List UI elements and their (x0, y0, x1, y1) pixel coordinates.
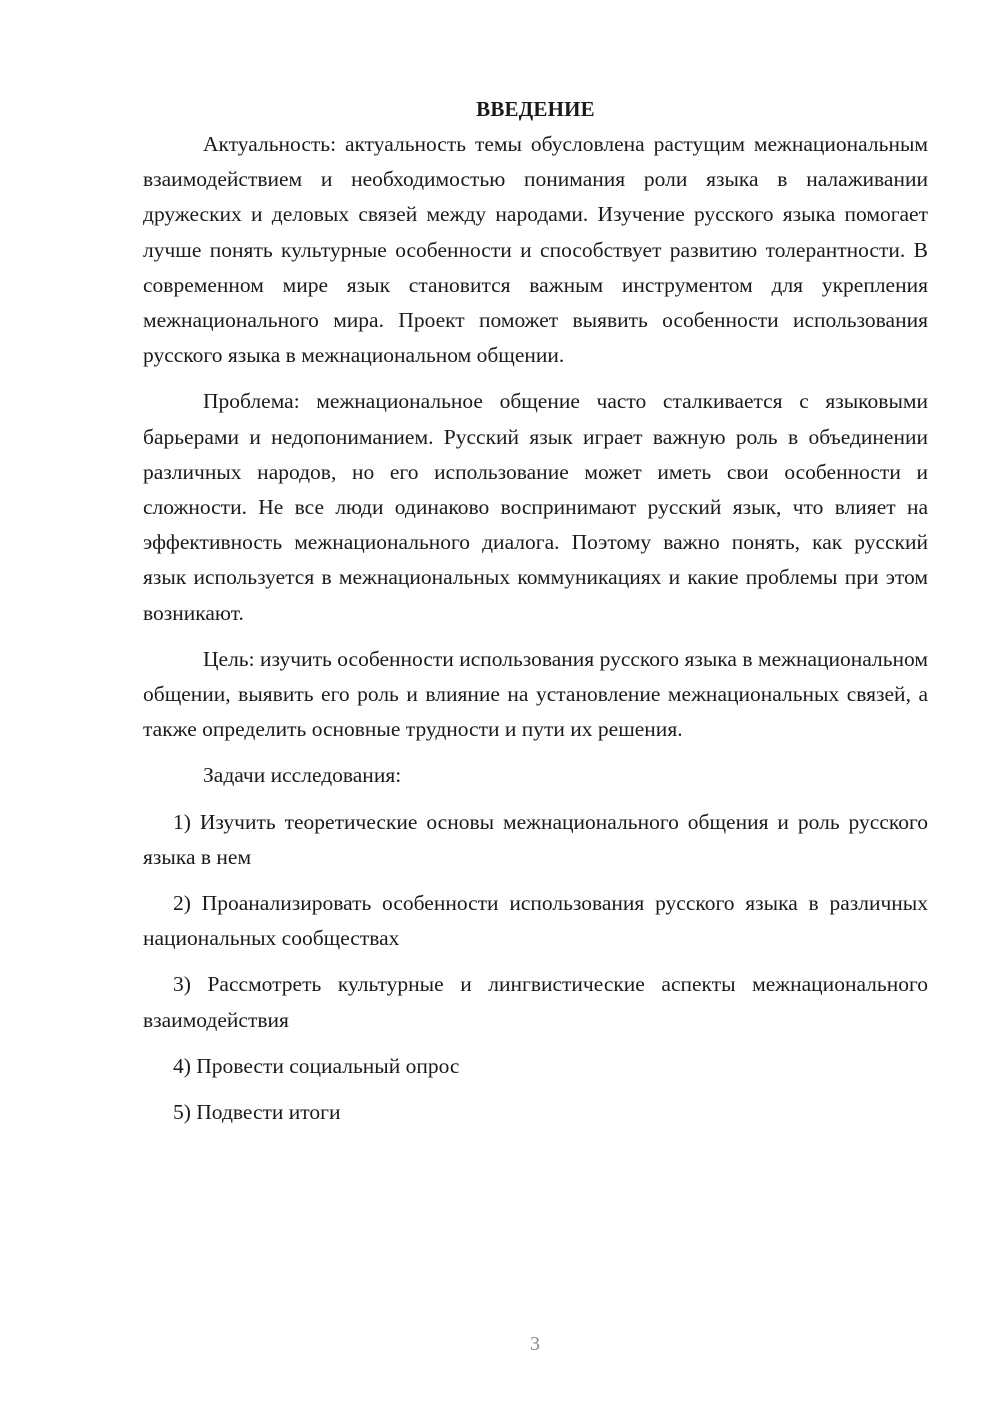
page-number: 3 (530, 1333, 540, 1355)
task-item-4: 4) Провести социальный опрос (173, 1053, 460, 1078)
paragraph-problem: Проблема: межнациональное общение часто сталкивается с языковыми барьерами и недопониманием. Русский язык играет важную роль в объединении различных народов, но его использование может иметь свои особенности и сложности. Не все люди одинаково воспринимают русский язык, что влияет на эффективность межнационального диалога. Поэтому важно понять, как русский язык используется в межнациональных коммуникациях и какие проблемы при этом возникают. (143, 389, 928, 625)
task-item-5: 5) Подвести итоги (173, 1100, 341, 1125)
task-item-1: 1) Изучить теоретические основы межнационального общения и роль русского языка в нем (143, 809, 928, 869)
task-item-2: 2) Проанализировать особенности использования русского языка в различных национальных сообществах (143, 891, 928, 951)
task-item-3: 3) Рассмотреть культурные и лингвистические аспекты межнационального взаимодействия (143, 972, 928, 1032)
section-heading: ВВЕДЕНИЕ (476, 97, 595, 121)
paragraph-goal: Цель: изучить особенности использования русского языка в межнациональном общении, выявить его роль и влияние на установление межнациональных связей, а также определить основные трудности и пути их решения. (143, 646, 928, 742)
tasks-intro: Задачи исследования: (203, 763, 402, 788)
document-page (143, 92, 928, 1130)
paragraph-relevance: Актуальность: актуальность темы обусловлена растущим межнациональным взаимодействием и необходимостью понимания роли языка в налаживании дружеских и деловых связей между народами. Изучение русского языка помогает лучше понять культурные особенности и способствует развитию толерантности. В современном мире язык становится важным инструментом для укрепления межнационального мира. Проект поможет выявить особенности использования русского языка в межнациональном общении. (143, 132, 928, 368)
